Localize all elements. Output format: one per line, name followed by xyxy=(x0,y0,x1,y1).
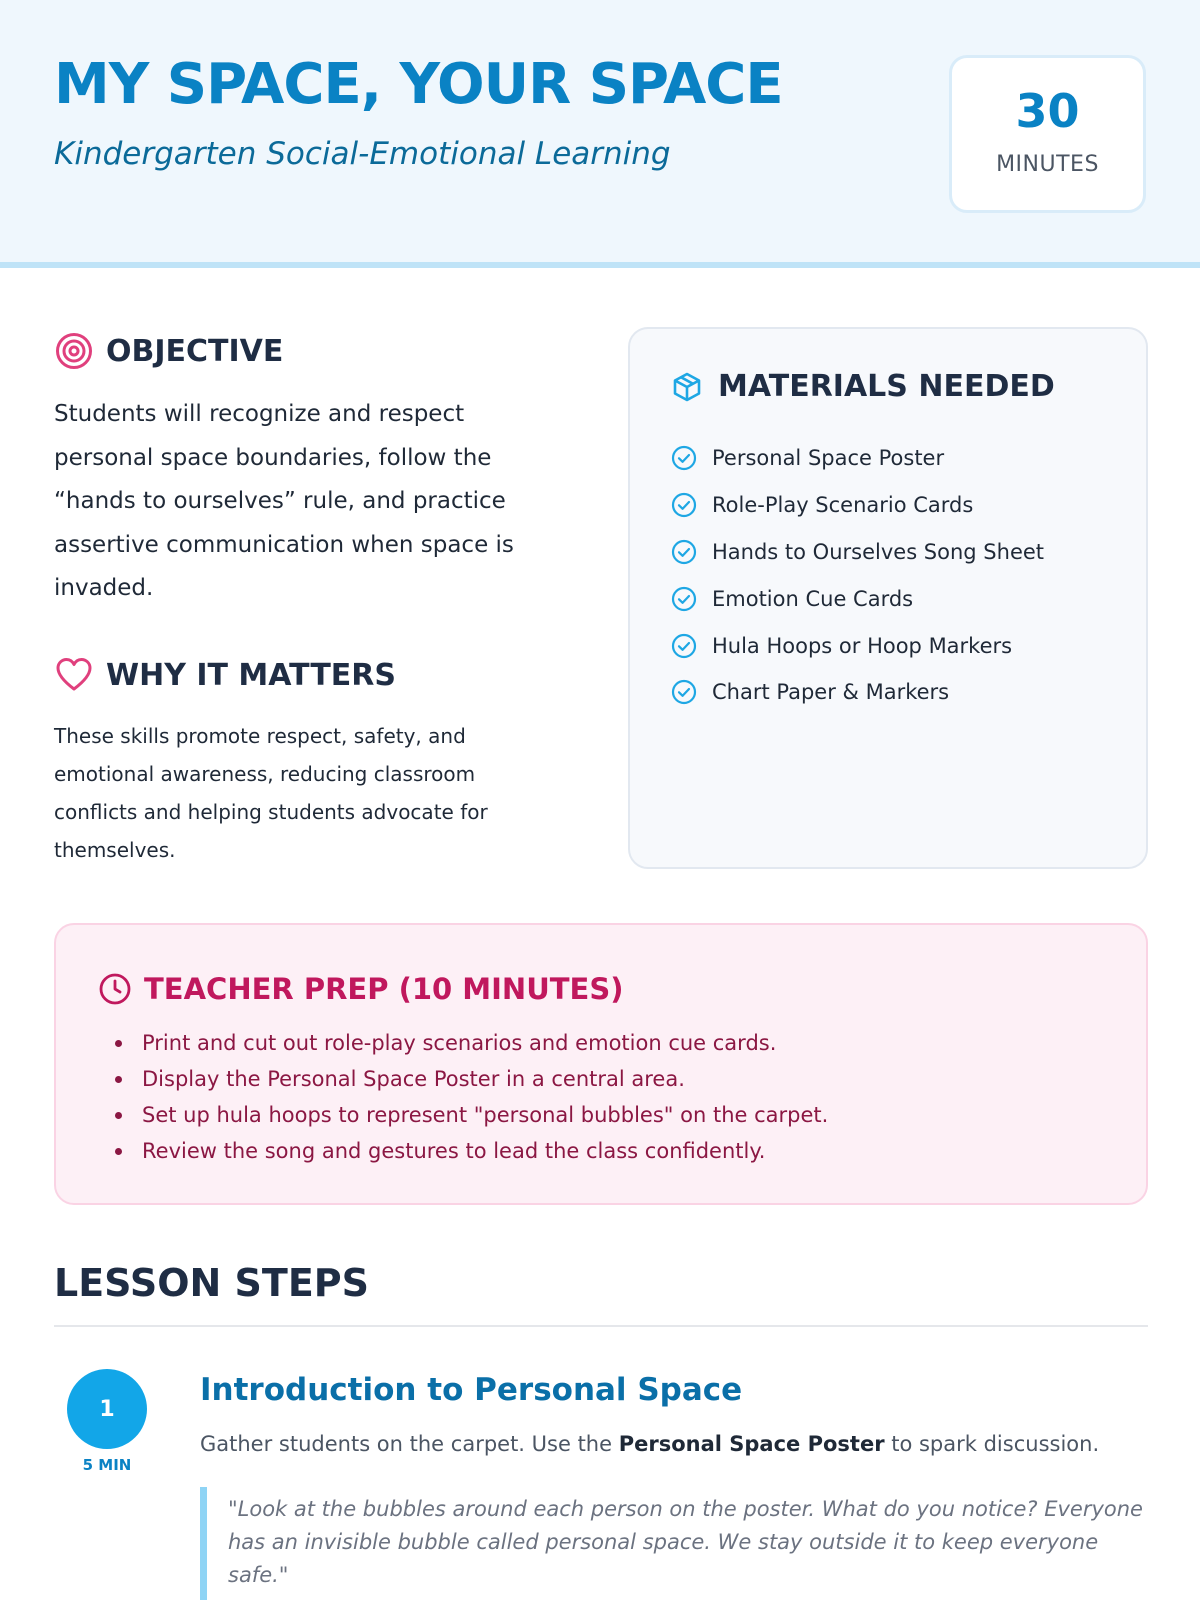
check-circle-icon xyxy=(670,491,698,519)
materials-list xyxy=(670,435,1044,716)
duration-badge xyxy=(949,55,1146,213)
step-description-bold: Personal Space Poster xyxy=(618,1432,885,1456)
list-item xyxy=(670,482,1044,529)
prep-list xyxy=(142,1025,828,1169)
check-circle-icon xyxy=(670,538,698,566)
list-item xyxy=(670,622,1044,669)
materials-heading xyxy=(670,369,1055,404)
material-label: Emotion Cue Cards xyxy=(712,586,914,611)
step-quote: "Look at the bubbles around each person on the poster. What do you notice? Everyone has an invisible bubble called personal space. We stay outside it to keep everyone safe." xyxy=(200,1487,1148,1600)
list-item xyxy=(670,669,1044,716)
objective-title: OBJECTIVE xyxy=(106,333,284,369)
duration-unit: MINUTES xyxy=(996,152,1099,177)
list-item: Print and cut out role-play scenarios and emotion cue cards. xyxy=(142,1025,828,1061)
target-icon xyxy=(54,331,94,371)
teacher-prep-card xyxy=(54,923,1148,1205)
material-label: Personal Space Poster xyxy=(712,446,945,471)
materials-card xyxy=(628,327,1148,869)
materials-title: MATERIALS NEEDED xyxy=(718,369,1055,404)
lesson-header xyxy=(0,0,1200,268)
duration-value: 30 xyxy=(1015,84,1080,138)
lesson-subtitle: Kindergarten Social-Emotional Learning xyxy=(54,136,671,172)
check-circle-icon xyxy=(670,444,698,472)
clock-icon xyxy=(98,972,132,1006)
material-label: Hula Hoops or Hoop Markers xyxy=(712,633,1013,658)
heart-icon xyxy=(54,655,94,695)
list-item xyxy=(670,575,1044,622)
list-item: Display the Personal Space Poster in a central area. xyxy=(142,1061,828,1097)
check-circle-icon xyxy=(670,585,698,613)
list-item: Review the song and gestures to lead the class confidently. xyxy=(142,1133,828,1169)
why-title: WHY IT MATTERS xyxy=(106,657,396,693)
step-duration: 5 MIN xyxy=(82,1456,132,1474)
divider xyxy=(54,1325,1148,1327)
step-description-text-end: to spark discussion. xyxy=(884,1432,1100,1456)
list-item xyxy=(670,435,1044,482)
lesson-steps-heading: LESSON STEPS xyxy=(54,1261,370,1305)
list-item xyxy=(670,529,1044,576)
step-number-badge: 1 xyxy=(67,1369,147,1449)
check-circle-icon xyxy=(670,632,698,660)
why-text: These skills promote respect, safety, and emotional awareness, reducing classroom conflicts and helping students advocate for themselves. xyxy=(54,724,488,862)
prep-heading xyxy=(98,972,623,1006)
prep-title: TEACHER PREP (10 MINUTES) xyxy=(144,972,624,1006)
material-label: Hands to Ourselves Song Sheet xyxy=(712,539,1045,564)
objective-text: Students will recognize and respect personal space boundaries, follow the “hands to ourselves” rule, and practice assertive communication when space is invaded. xyxy=(54,401,514,601)
check-circle-icon xyxy=(670,678,698,706)
why-heading xyxy=(54,655,396,695)
step-description xyxy=(200,1432,1099,1456)
step-description-text: Gather students on the carpet. Use the xyxy=(200,1432,619,1456)
box-icon xyxy=(670,370,704,404)
objective-heading xyxy=(54,331,283,371)
material-label: Role-Play Scenario Cards xyxy=(712,493,974,518)
lesson-title: MY SPACE, YOUR SPACE xyxy=(54,52,783,117)
list-item: Set up hula hoops to represent "personal bubbles" on the carpet. xyxy=(142,1097,828,1133)
step-title: Introduction to Personal Space xyxy=(200,1372,743,1408)
material-label: Chart Paper & Markers xyxy=(712,680,950,705)
